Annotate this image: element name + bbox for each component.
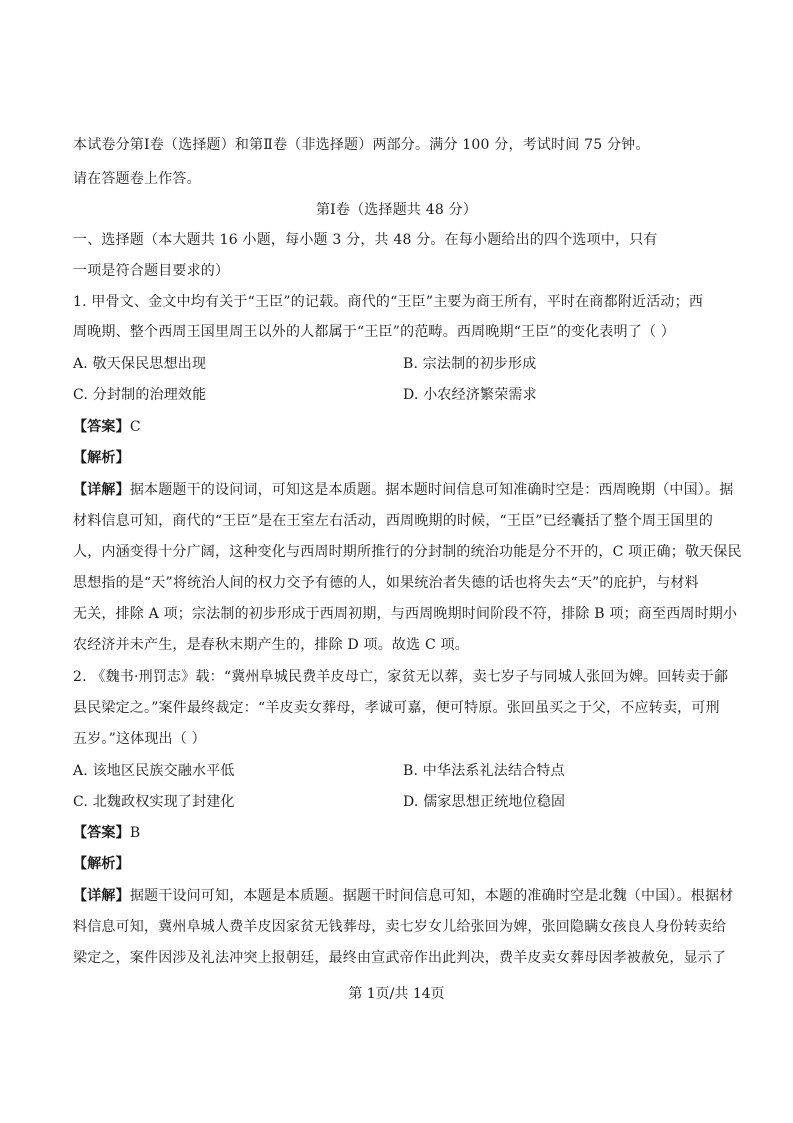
section-description: 一项是符合题目要求的） — [73, 263, 230, 279]
analysis-tag: 【解析】 — [73, 856, 130, 872]
question-2-stem: 2. 《魏书·刑罚志》载：“冀州阜城民费羊皮母亡，家贫无以葬，卖七岁子与同城人张回为婢。回转卖于鄃 — [73, 669, 729, 685]
question-1-detail: 农经济并未产生，是春秋末期产生的，排除 D 项。故选 C 项。 — [73, 637, 469, 653]
question-1-answer — [73, 418, 141, 436]
question-1-stem: 周晚期、整个西周王国里周王以外的人都属于“王臣”的范畴。西周晚期“王臣”的变化表明了（ ） — [73, 324, 676, 340]
question-1-stem: 1. 甲骨文、金文中均有关于“王臣”的记载。商代的“王臣”主要为商王所有，平时在商都附近活动；西 — [73, 294, 704, 310]
section-title: 第Ⅰ卷（选择题共 48 分） — [315, 202, 478, 218]
question-2-option-c: C. 北魏政权实现了封建化 — [73, 794, 235, 810]
analysis-tag: 【解析】 — [73, 450, 130, 466]
question-1-option-a: A. 敬天保民思想出现 — [73, 356, 207, 372]
question-1-option-b: B. 宗法制的初步形成 — [403, 356, 537, 372]
question-1-detail: 材料信息可知，商代的“王臣”是在王室左右活动，西周晚期的时候，“王臣”已经囊括了整个周王国里的 — [73, 513, 714, 529]
question-2-stem: 县民梁定之。”案件最终裁定：“羊皮卖女葬母，孝诚可嘉，便可特原。张回虽买之于父，不应转卖，可刑 — [73, 700, 720, 716]
question-1-option-d: D. 小农经济繁荣需求 — [403, 387, 537, 403]
detail-text: 据本题题干的设问词，可知这是本质题。据本题时间信息可知准确时空是：西周晚期（中国）。据 — [129, 482, 734, 498]
question-2-detail: 料信息可知，冀州阜城人费羊皮因家贫无钱葬母，卖七岁女儿给张回为婢，张回隐瞒女孩良人身份转卖给 — [73, 919, 727, 935]
page-footer: 第 1页/共 14页 — [348, 986, 445, 1002]
intro-text: 请在答题卷上作答。 — [73, 171, 201, 187]
question-2-option-d: D. 儒家思想正统地位稳固 — [403, 794, 566, 810]
answer-value: B — [129, 825, 141, 841]
question-1-detail — [73, 481, 733, 499]
intro-text: 本试卷分第Ⅰ卷（选择题）和第Ⅱ卷（非选择题）两部分。满分 100 分，考试时间 75 分钟。 — [73, 137, 650, 153]
section-description: 一、选择题（本大题共 16 小题，每小题 3 分，共 48 分。在每小题给出的四个选项中，只有 — [73, 232, 658, 248]
question-1-detail: 思想指的是“天”将统治人间的权力交予有德的人，如果统治者失德的话也将失去“天”的庇护，与材料 — [73, 575, 699, 591]
detail-tag: 【详解】 — [73, 482, 130, 498]
question-2-detail: 梁定之，案件因涉及礼法冲突上报朝廷，最终由宣武帝作出此判决，费羊皮卖女葬母因孝被赦免，显示了 — [73, 950, 727, 966]
answer-value: C — [129, 419, 141, 435]
question-1-detail: 人，内涵变得十分广阔，这种变化与西周时期所推行的分封制的统治功能是分不开的，C 项正确；敬天保民 — [73, 544, 742, 560]
question-2-option-b: B. 中华法系礼法结合特点 — [403, 763, 565, 779]
question-2-stem: 五岁。”这体现出（ ） — [73, 731, 206, 747]
question-2-detail — [73, 887, 733, 905]
answer-tag: 【答案】 — [73, 419, 130, 435]
question-2-answer — [73, 824, 140, 842]
detail-text: 据题干设问可知，本题是本质题。据题干时间信息可知，本题的准确时空是北魏（中国）。根据材 — [129, 888, 734, 904]
answer-tag: 【答案】 — [73, 825, 130, 841]
detail-tag: 【详解】 — [73, 888, 130, 904]
question-2-option-a: A. 该地区民族交融水平低 — [73, 763, 235, 779]
question-1-option-c: C. 分封制的治理效能 — [73, 387, 207, 403]
question-1-detail: 无关，排除 A 项；宗法制的初步形成于西周初期，与西周晚期时间阶段不符，排除 B 项；商至西周时期小 — [73, 606, 738, 622]
